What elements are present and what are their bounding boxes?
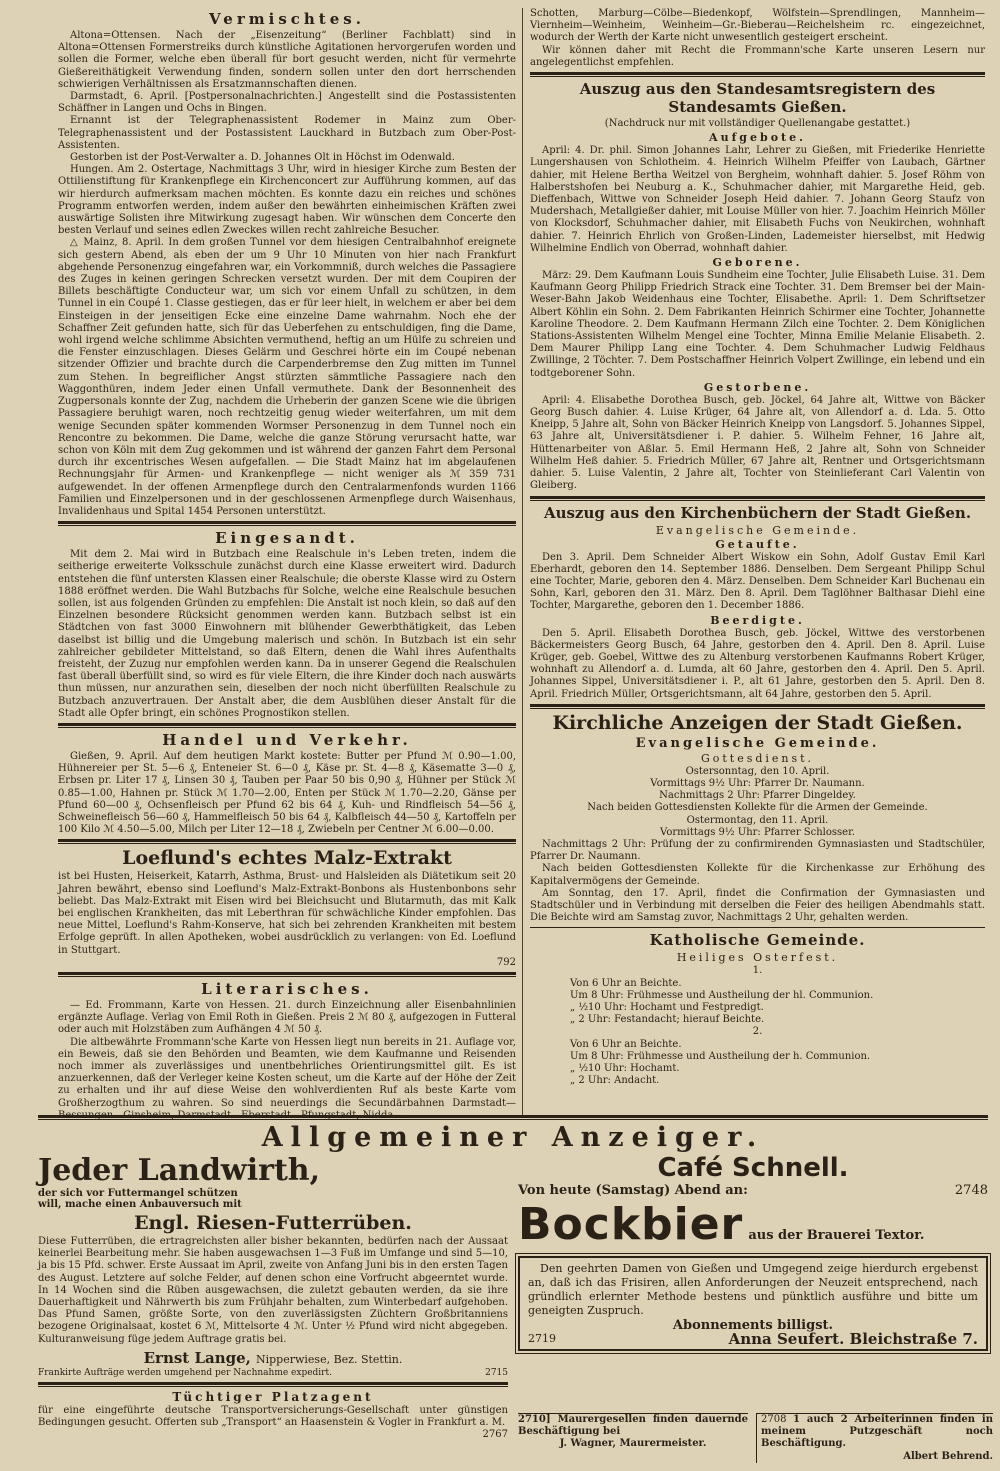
schedule-number: 2. (752, 1026, 763, 1038)
arbeiterinnen-ad: 2708 1 auch 2 Arbeiterinnen finden in meinem Putzgeschäft noch Beschäftigung. Albert Behrend. (756, 1413, 993, 1463)
right-column (530, 8, 985, 1120)
vermischtes-heading: Vermischtes. (209, 10, 365, 28)
handel-heading: Handel und Verkehr. (162, 730, 412, 749)
left-ads (38, 1153, 508, 1442)
gestorbene-heading: Gestorbene. (703, 380, 812, 394)
section-rule (530, 704, 985, 709)
section-rule (530, 927, 985, 928)
section-rule (58, 972, 516, 977)
register-entries: April: 4. Dr. phil. Simon Johannes Lahr, Lehrer zu Gießen, mit Friederike Henriette Lungershausen von Schlotheim. 4. Heinrich Wilhelm Pfeiffer von Laubach, Gärtner dahier, mit Helene Bertha Weitzel von Bergheim, wohnhaft dahier. 5. Josef Röhm von Halberstshofen bei Neuburg a. K., Schuhmacher dahier, mit Margarethe Heid, geb. Dieffenbach, Wittwe von Schneider Joseph Heid dahier. 7. Johann Georg Staufz von Mudershach, Metallgießer dahier, mit Louise Müller von hier. 7. Joachim Heinrich Möller von Klocksdorf, Schuhmacher dahier, mit Elisabeth Fuchs von Neukirchen, wohnhaft dahier. 7. Heinrich Ehrlich von Großen-Linden, Lademeister hierselbst, mit Hedwig Wilhelmine Endlich von Oberrad, wohnhaft dahier. (530, 145, 985, 254)
kirchliche-anzeigen-heading: Kirchliche Anzeigen der Stadt Gießen. (552, 711, 963, 734)
section-rule (530, 496, 985, 501)
geborene-heading: Geborene. (712, 256, 803, 270)
schedule-line: „ 2 Uhr: Andacht. (570, 1075, 660, 1087)
katholische-gemeinde-heading: Katholische Gemeinde. (649, 931, 866, 950)
evangelische-subheading: Evangelische Gemeinde. (655, 523, 860, 537)
seufert-abonnements: Abonnements billigst. (672, 1318, 834, 1334)
right-ads (518, 1153, 988, 1357)
platzagent-ad (38, 1390, 508, 1442)
article-paragraph: △ Mainz, 8. April. In dem großen Tunnel vor dem hiesigen Centralbahnhof ereignete sich gestern Abend, als eben der um 9 Uhr 10 Minuten von hier nach Frankfurt abgehende Personenzug eingefahren war, ein Vorkommniß, durch welches die Passagiere des Zuges in keinen geringen Schrecken versetzt wurden. Der mit dem Coupiren der Billets beschäftigte Conducteur war, um sich vor einem Unfall zu schützen, in dem Tunnel in ein Coupé 1. Classe gestiegen, das er für leer hielt, in welchem er aber bei dem Einsteigen in der jenseitigen Ecke eine einzelne Dame wahrnahm. Noch ehe der Schaffner Zeit gefunden hatte, sich für das Ueberfehen zu entschuldigen, fing die Dame, wohl irgend welche schlimme Absichten vermuthend, heftig an um Hülfe zu schreien und die Fenster einzuschlagen. Dieses Gelärm und Geschrei hörte ein im Coupé nebenan sitzender Offizier und brachte durch die Carpenderbremse den Zug mitten im Tunnel zum Stehen. In begreiflicher Angst stürzten sämmtliche Passagiere nach den Waggonthüren, indem Jeder einen Unfall vermuthete. Dank der Besonnenheit des Zugpersonals konnte der Zug, nachdem die Urheberin der ganzen Scene wie die übrigen Passagiere beruhigt waren, noch rechtzeitig genug wieder weiterfahren, um mit dem wenige Secunden später kommenden Wormser Personenzug in dem Tunnel noch ein Rencontre zu bekommen. Die Dame, welche die ganze Störung verursacht hatte, war schon von Köln mit dem Zug gekommen und ist während der ganzen Fahrt dem Personal durch ihr excentrisches Wesen aufgefallen. — Die Stadt Mainz hat im abgelaufenen Rechnungsjahr für Armen- und Krankenpflege — nicht weniger als ℳ 359 731 aufgewendet. In der offenen Armenpflege durch den Centralarmenfonds wurden 1166 Familien und Einzelpersonen und in der geschlossenen Armenpflege durch Waisenhaus, Invalidenhaus und Spital 1454 Personen unterstützt. (58, 237, 516, 517)
article-paragraph: Hungen. Am 2. Ostertage, Nachmittags 3 Uhr, wird in hiesiger Kirche zum Besten der Ottilienstiftung für Krankenpflege ein Kirchenconcert zur Aufführung kommen, auf das wir hierdurch aufmerksam machen möchten. Es konnte dazu ein reiches und schönes Programm entworfen werden, indem außer den bewährten einheimischen Kräften zwei auswärtige Solisten ihre Mitwirkung zugesagt haben. Wir wünschen dem Concerte den besten Verlauf und seines edlen Zweckes willen recht zahlreiche Besucher. (58, 164, 516, 237)
article-paragraph: Altona=Ottensen. Nach der „Eisenzeitung“ (Berliner Fachblatt) sind in Altona=Ottensen Formerstreiks durch künstliche Agitationen hervorgerufen worden und sollen die Former, welche eben überall für bort gesucht werden, nicht für vermehrte Gießereithätigkeit Verwendung finden, sondern sollen unter den dort herrschenden schwierigen Verhältnissen als Ersatzmannschaften dienen. (58, 30, 516, 90)
service-line: Nach beiden Gottesdiensten Kollekte für die Kirchenkasse zur Erhöhung des Kapitalvermögens der Gemeinde. (530, 863, 985, 887)
section-rule (58, 521, 516, 526)
ad-number: 792 (496, 956, 516, 968)
section-rule (58, 839, 516, 844)
bockbier-headline: Bockbier (518, 1199, 744, 1251)
market-prices: Gießen, 9. April. Auf dem heutigen Markt kostete: Butter per Pfund ℳ 0.90—1.00, Hühnereier per St. 5—6 ₰, Enteneier St. 6—0 ₰, Käse pr. St. 4—8 ₰, Käsematte 3—0 ₰, Erbsen pr. Liter 17 ₰, Linsen 30 ₰, Tauben per Paar 50 bis 0,90 ₰, Hühner per Stück ℳ 0.85—1.00, Hahnen pr. Stück ℳ 1.70—2.00, Enten per Stück ℳ 1.70—2.20, Gänse per Pfund 60—00 ₰, Ochsenfleisch per Pfund 62 bis 64 ₰, Kuh- und Rindfleisch 54—56 ₰, Schweinefleisch 56—60 ₰, Hammelfleisch 50 bis 64 ₰, Kalbfleisch 44—50 ₰, Kartoffeln per 100 Kilo ℳ 4.50—5.00, Milch per Liter 12—18 ₰, Zwiebeln per Centner ℳ 6.00—0.00. (58, 750, 516, 836)
advertisement-section (38, 1115, 993, 1465)
platzagent-text: für eine eingeführte deutsche Transportversicherungs-Gesellschaft unter günstigen Bedingungen gesucht. Offerten sub „Transport“ an Haasenstein & Vogler in Frankfurt a. M. (38, 1405, 508, 1429)
aufgebote-heading: Aufgebote. (709, 131, 806, 145)
schedule-line: „ ½10 Uhr: Hochamt und Festpredigt. (570, 1001, 764, 1013)
section-rule (58, 723, 516, 728)
cafe-subline: Von heute (Samstag) Abend an: 2748 (518, 1183, 988, 1198)
lange-note: Frankirte Aufträge werden umgehend per Nachnahme expedirt. 2715 (38, 1367, 508, 1378)
service-line: Am Sonntag, den 17. April, findet die Confirmation der Gymnasiasten und Stadtschüler und in Verbindung mit derselben die Feier des heiligen Abendmahls statt. Die Beichte wird am Samstag zuvor, Nachmittags 2 Uhr, gehalten werden. (530, 887, 985, 924)
seufert-footer: 2719 Anna Seufert. Bleichstraße 7. (528, 1330, 978, 1349)
section-rule (38, 1115, 988, 1120)
getaufte-heading: Getaufte. (715, 537, 800, 551)
article-paragraph: Die altbewährte Frommann'sche Karte von Hessen liegt nun bereits in 21. Auflage vor, ein Beweis, daß sie den Behörden und Beamten, wie dem Kaufmanne und Reisenden noch immer als zuverlässiges und unentbehrliches Orientirungsmittel gilt. Es ist anzuerkennen, daß der Verleger keine Kosten scheut, um die Karte auf der Höhe der Zeit zu erhalten und ihr auf diese Weise den wohlverdienten Ruf als beste Karte vom Großherzogthum zu wahren. So sind neuerdings die Secundärbahnen Darmstadt—Bessungen—Ginsheim, Darmstadt—Eberstadt—Pfungstadt, Nidda— (58, 1036, 516, 1121)
column-divider (522, 8, 523, 1116)
maurer-ad: 2710] Maurergesellen finden dauernde Beschäftigung bei J. Wagner, Maurermeister. (518, 1414, 748, 1450)
article-paragraph: — Ed. Frommann, Karte von Hessen. 21. durch Einzeichnung aller Eisenbahnlinien ergänzte Auflage. Verlag von Emil Roth in Gießen. Preis 2 ℳ 80 ₰, aufgezogen in Futteral oder auch mit Holzstäben zum Aufhängen 4 ℳ 50 ₰. (58, 1000, 516, 1036)
schedule-line: Um 8 Uhr: Frühmesse und Austheilung der h. Communion. (570, 1050, 871, 1062)
seufert-ad (518, 1256, 988, 1351)
loeflund-heading: Loeflund's echtes Malz-Extrakt (122, 847, 452, 870)
standesamt-subheading: (Nachdruck nur mit vollständiger Quellenangabe gestattet.) (604, 118, 911, 130)
article-paragraph: Gestorben ist der Post-Verwalter a. D. Johannes Olt in Höchst im Odenwald. (70, 152, 455, 164)
schedule-number: 1. (752, 965, 763, 977)
section-rule (530, 72, 985, 77)
article-paragraph: Ernannt ist der Telegraphenassistent Rodemer in Mainz zum Ober-Telegraphenassistent und der Postassistent Lauckhard in Butzbach zum Ober-Post-Assistenten. (58, 115, 516, 151)
schedule-line: Von 6 Uhr an Beichte. (570, 977, 682, 989)
brauerei-text: aus der Brauerei Textor. (748, 1228, 925, 1244)
service-line: Vormittags 9½ Uhr: Pfarrer Schlosser. (660, 826, 855, 838)
futterrueben-headline: Engl. Riesen-Futterrüben. (134, 1212, 412, 1234)
schedule-line: „ 2 Uhr: Festandacht; hierauf Beichte. (570, 1014, 765, 1026)
bockbier-line (518, 1199, 988, 1250)
schedule-line: „ ½10 Uhr: Hochamt. (570, 1063, 680, 1074)
landwirth-ad (38, 1153, 508, 1379)
evangelische-gemeinde-heading: Evangelische Gemeinde. (635, 735, 880, 751)
service-line: Vormittags 9½ Uhr: Pfarrer Dr. Naumann. (650, 777, 865, 789)
kirchenbuecher-heading: Auszug aus den Kirchenbüchern der Stadt Gießen. (543, 503, 972, 522)
schedule-line: Um 8 Uhr: Frühmesse und Austheilung der hl. Communion. (570, 989, 874, 1001)
loeflund-ad-text: ist bei Husten, Heiserkeit, Katarrh, Asthma, Brust- und Halsleiden als Diätetikum seit 20 Jahren bewährt, ebenso sind Loeflund's Malz-Extrakt-Bonbons als Hustenbonbons sehr beliebt. Das Malz-Extrakt mit Eisen wird bei Bleichsucht und Blutarmuth, das mit Kalk bei englischen Krankheiten, das mit Leberthran für schwächliche Kinder empfohlen. Das neue Mittel, Loeflund's Rahm-Konserve, hat sich bei zehrenden Krankheiten mit bestem Erfolge geprüft. In allen Apotheken, wobei ausdrücklich zu verlangen: von Ed. Loeflund in Stuttgart. (58, 871, 516, 956)
futterrueben-text: Diese Futterrüben, die ertragreichsten aller bisher bekannten, bedürfen nach der Aussaat keinerlei Bearbeitung mehr. Sie haben ausgewachsen 1—3 Fuß im Umfange und sind 5—10, ja bis 15 Pfd. schwer. Erste Aussaat im April, zweite von Anfang Juni bis in den ersten Tagen des August. Letztere auf solche Felder, auf denen schon eine Vorfrucht abgeerntet wurde. In 14 Wochen sind die Rüben ausgewachsen, die zuletzt gebauten werden, da sie ihre Dauerhaftigkeit und Nährwerth bis zum Frühjahr behalten, zum Winterbedarf aufgehoben. Das Pfund Samen, größte Sorte, von den zuverlässigsten Züchtern Großbritanniens bezogene Originalsaat, kostet 6 ℳ, Mittelsorte 4 ℳ. Unter ½ Pfund wird nicht abgegeben. Kulturanweisung füge jedem Auftrage gratis bei. (38, 1236, 508, 1345)
section-rule (38, 1382, 508, 1387)
article-paragraph: Mit dem 2. Mai wird in Butzbach eine Realschule in's Leben treten, indem die seitherige erweiterte Volksschule zunächst durch eine Klasse erweitert wird. Dadurch entstehen die fünf untersten Klassen einer Realschule; die oberste Klasse wird zu Ostern 1888 eröffnet werden. Die Wahl Butzbachs für Solche, welche eine Realschule besuchen sollen, ist aus folgenden Gründen zu empfehlen: Die Anstalt ist noch klein, so daß auf den Einzelnen besondere Rücksicht genommen werden kann. Butzbach selbst ist ein Städtchen von fast 3000 Einwohnern mit blühender Gewerbthätigkeit, das Leben daselbst ist billig und die Umgebung malerisch und schön. In Butzbach ist ein sehr zahlreicher gebildeter Mittelstand, so daß Eltern, denen die Wahl ihres Aufenthalts freisteht, der Zuzug nur empfohlen werden kann. Da in unserer Gegend die Realschulen fast überall überfüllt sind, so wird es für viele Eltern, die ihre Kinder doch nach auswärts thun müssen, nur anzurathen sein, dieselben der noch nicht überfüllten Realschule zu Butzbach anzuvertrauen. Der Anstalt aber, die dem Ausblühen dieser Anstalt für die Stadt alle Opfer bringt, ein schönes Prognostikon stellen. (58, 549, 516, 719)
platzagent-heading: Tüchtiger Platzagent (172, 1390, 374, 1405)
cafe-schnell-heading: Café Schnell. (657, 1153, 849, 1183)
service-line: Nach beiden Gottesdiensten Kollekte für die Armen der Gemeinde. (587, 802, 928, 814)
seufert-text: Den geehrten Damen von Gießen und Umgegend zeige hierdurch ergebenst an, daß ich das Frisiren, allen Anforderungen der Neuzeit entsprechend, nach gründlich erlernter Methode bestens und pünktlich ausführe und bitte um geneigten Zuspruch. (528, 1262, 978, 1318)
register-entries: Den 5. April. Elisabeth Dorothea Busch, geb. Jöckel, Wittwe des verstorbenen Bäckermeisters Georg Busch, 64 Jahre, gestorben den 4. April. Den 8. April. Luise Krüger, geb. Goebel, Wittwe des zu Altenburg verstorbenen Kaufmanns Robert Krüger, wohnhaft zu Allendorf a. d. Lumda, alt 60 Jahre, gestorben den 4. April. Den 5. April. Johannes Sippel, Universitätsdiener i. P., alt 61 Jahre, gestorben den 5. April. Den 8. April. Friedrich Müller, Ortsgerichtsmann, alt 64 Jahre, gestorben den 5. April. (530, 627, 985, 700)
service-line: Ostermontag, den 11. April. (686, 814, 829, 826)
lange-signature: Ernst Lange, Nipperwiese, Bez. Stettin. (143, 1348, 403, 1367)
allgemeiner-anzeiger-heading: Allgemeiner Anzeiger. (261, 1122, 765, 1153)
article-paragraph: Darmstadt, 6. April. [Postpersonalnachrichten.] Angestellt sind die Postassistenten Schäffner in Langen und Ochs in Bingen. (58, 91, 516, 115)
service-line: Ostersonntag, den 10. April. (685, 765, 830, 777)
left-column (58, 8, 516, 1121)
catholic-schedule (530, 965, 985, 1087)
gottesdienst-subheading: Gottesdienst. (700, 751, 815, 765)
service-line: Nachmittags 2 Uhr: Pfarrer Dingeldey. (659, 790, 856, 802)
eingesandt-heading: Eingesandt. (215, 529, 359, 548)
register-entries: März: 29. Dem Kaufmann Louis Sundheim eine Tochter, Julie Elisabeth Luise. 31. Dem Kaufmann Georg Philipp Friedrich Strack eine Tochter. 31. Dem Bremser bei der Main-Weser-Bahn Jakob Weidenhaus eine Tochter, Elisabethe. April: 1. Dem Schriftsetzer Albert Köhlin ein Sohn. 2. Dem Fabrikanten Heinrich Schirmer eine Tochter, Johannette Karoline Theodore. 2. Dem Kaufmann Hermann Zilch eine Tochter. 2. Dem Königlichen Stations-Assistenten Wilhelm Mengel eine Tochter, Minna Emilie Melanie Elisabeth. 2. Dem Maurer Philipp Lang eine Tochter. 4. Dem Schuhmacher Ludwig Feldhaus Zwillinge, 2 Töchter. 7. Dem Postschaffner Heinrich Volpert Zwillinge, ein lebend und ein todtgeborener Sohn. (530, 270, 985, 379)
osterfest-subheading: Heiliges Osterfest. (676, 951, 839, 965)
register-entries: April: 4. Elisabethe Dorothea Busch, geb. Jöckel, 64 Jahre alt, Wittwe von Bäcker Georg Busch dahier. 4. Luise Krüger, 64 Jahre alt, von Allendorf a. d. Lda. 5. Otto Kneipp, 5 Jahre alt, Sohn von Bäcker Heinrich Kneipp von Langsdorf. 5. Johannes Sippel, 63 Jahre alt, Universitätsdiener i. P. dahier. 5. Wilhelm Fehner, 16 Jahre alt, Hüttenarbeiter von Aßlar. 5. Emil Hermann Heß, 2 Jahre alt, Sohn von Schneider Wilhelm Heß dahier. 5. Friedrich Müller, 67 Jahre alt, Rentner und Ortsgerichtsmann dahier. 5. Luise Valentin, 2 Jahre alt, Tochter von Steinlieferant Carl Valentin von Gleiberg. (530, 394, 985, 492)
jeder-landwirth-headline: Jeder Landwirth, (38, 1153, 321, 1188)
schedule-line: Von 6 Uhr an Beichte. (570, 1038, 682, 1050)
service-line: Nachmittags 2 Uhr: Prüfung der zu confirmirenden Gymnasiasten und Stadtschüler, Pfarrer Dr. Naumann. (530, 838, 985, 863)
beerdigte-heading: Beerdigte. (710, 613, 805, 627)
literarisches-heading: Literarisches. (201, 980, 373, 999)
standesamt-heading: Auszug aus den Standesamtsregistern des Standesamts Gießen. (579, 80, 936, 117)
article-paragraph: Schotten, Marburg—Cölbe—Biedenkopf, Wölfstein—Sprendlingen, Mannheim—Viernheim—Weinheim, Weinheim—Gr.-Bieberau—Reichelsheim rc. eingezeichnet, wodurch der Werth der Karte nicht unwesentlich gesteigert erscheint. (530, 8, 985, 44)
jeder-landwirth-subline: der sich vor Futtermangel schützen will, mache einen Anbauversuch mit (38, 1188, 242, 1210)
article-paragraph: Wir können daher mit Recht die Frommann'sche Karte unseren Lesern nur angelegentlichst empfehlen. (530, 44, 985, 68)
register-entries: Den 3. April. Dem Schneider Albert Wiskow ein Sohn, Adolf Gustav Emil Karl Eberhardt, geboren den 14. September 1886. Denselben. Dem Sergeant Philipp Schul eine Tochter, Marie, geboren den 4. März. Denselben. Dem Schneider Karl Buchenau ein Sohn, Karl, geboren den 31. März. Den 8. April. Dem Taglöhner Balthasar Diehl eine Tochter, Margarethe, geboren den 1. December 1886. (530, 551, 985, 612)
ad-number: 2767 (482, 1429, 508, 1441)
